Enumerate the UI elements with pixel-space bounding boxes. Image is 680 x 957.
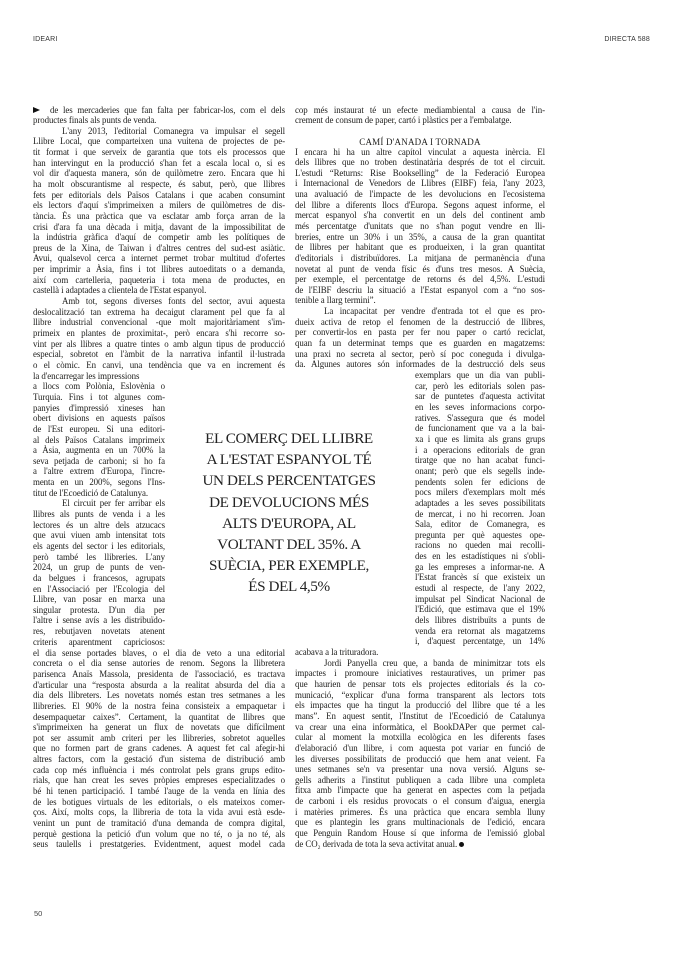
text-line-content: preus de la Xina, de Taiwan i d'altres centres del sud-est asiàtic. bbox=[33, 242, 285, 253]
text-line-content: en l'Associació per l'Ecologia del bbox=[33, 583, 165, 594]
text-line-content: L'any 2013, l'editorial Comanegra va impulsar el segell bbox=[62, 125, 285, 136]
text-line-content: de carboni i els residus provocats o el consum d'aigua, energia bbox=[295, 796, 545, 807]
text-line-content: ços. Així, molts cops, la llibreria de tota la vida avui està esde- bbox=[33, 807, 285, 818]
text-line bbox=[295, 807, 545, 818]
text-line bbox=[295, 817, 545, 828]
text-line bbox=[33, 637, 165, 648]
text-line bbox=[33, 552, 165, 563]
text-line bbox=[33, 541, 165, 552]
text-line bbox=[33, 435, 165, 446]
text-line bbox=[33, 786, 285, 797]
text-line-content: els agents del sector i les editorials, bbox=[33, 540, 165, 551]
text-line bbox=[33, 722, 285, 733]
pull-quote-line: DE DEVOLUCIONS MÉS bbox=[209, 493, 369, 511]
text-line-content: impulsat pel Sindicat Nacional de bbox=[415, 593, 545, 604]
text-line bbox=[415, 498, 545, 509]
end-of-article-bullet-icon bbox=[459, 842, 464, 847]
text-line-content: més percentatge d'unitats que no s'han pogut vendre en lli- bbox=[295, 220, 545, 231]
pull-quote bbox=[172, 428, 406, 598]
pull-quote-line: ALTS D'EUROPA, AL bbox=[222, 514, 356, 532]
text-line-content: menta en un 200%, segons l'Ins- bbox=[33, 477, 165, 488]
text-line-content: llibreries. El 90% de la nostra feina consisteix a empaquetar i bbox=[33, 700, 285, 711]
text-line-content: d'editorials i distribuïdores. La mitjana de permanència d'una bbox=[295, 252, 545, 263]
text-line bbox=[295, 796, 545, 807]
text-line bbox=[33, 275, 285, 286]
text-line bbox=[415, 423, 545, 434]
text-line-content: criteris aparentment capriciosos: bbox=[33, 636, 165, 647]
text-line-content: d'articular una “resposta absurda a la realitat absurda del dia a bbox=[33, 679, 285, 690]
text-line-content: acabava a la trituradora. bbox=[295, 647, 379, 658]
text-line-content: dueix activa de retop el fenomen de la destrucció de llibres, bbox=[295, 316, 545, 327]
text-line-content: ratives. S'assegura que és model bbox=[415, 412, 545, 423]
text-line bbox=[33, 264, 285, 275]
text-line bbox=[33, 424, 165, 435]
text-line bbox=[295, 306, 545, 317]
text-line bbox=[33, 360, 285, 371]
text-line-content: res, rebutjaven novetats atenent bbox=[33, 626, 165, 637]
text-line bbox=[33, 285, 285, 296]
text-line bbox=[33, 520, 165, 531]
text-line-content: o el còmic. En canvi, una tendència que va en increment és bbox=[33, 359, 285, 370]
text-line bbox=[415, 562, 545, 573]
text-line-content: onant; però que els segells inde- bbox=[415, 465, 545, 476]
text-line-content: llibres als punts de venda i a les bbox=[33, 509, 165, 520]
continuation-triangle-icon bbox=[33, 107, 40, 113]
text-line-content: de l'EIBF descriu la situació a l'Estat espanyol com a “no sos- bbox=[295, 284, 545, 295]
text-line-content: tenible a llarg termini”. bbox=[295, 295, 376, 306]
text-line-content: impactes i promoure iniciatives restauratives, un primer pas bbox=[295, 668, 545, 679]
text-line bbox=[295, 668, 545, 679]
pull-quote-line: SUÈCIA, PER EXEMPLE, bbox=[209, 557, 369, 575]
text-line bbox=[295, 359, 545, 370]
text-line bbox=[295, 253, 545, 264]
text-line-content: adaptades a les seves possibilitats bbox=[415, 497, 545, 508]
text-line-content: car, però les editorials solen pas- bbox=[415, 380, 545, 391]
text-line bbox=[295, 349, 545, 360]
text-line-content: parisenca Anaïs Massola, presidenta de l'associació, es tractava bbox=[33, 668, 285, 679]
text-line-content: a llocs com Polònia, Eslovènia o bbox=[33, 381, 165, 392]
text-line-content: cular al moment la motxilla ecològica en les diferents fases bbox=[295, 732, 545, 743]
text-line bbox=[33, 594, 165, 605]
text-line-content: les diverses possibilitats de producció que hem anat veient. Fa bbox=[295, 753, 545, 764]
text-line-content: vol dir d'aquesta manera, són de quilòmetre zero. Encara que hi bbox=[33, 168, 285, 179]
text-line bbox=[295, 679, 545, 690]
text-line-content: da. Algunes autores són informades de la destrucció dels seus bbox=[295, 359, 545, 370]
text-line bbox=[33, 232, 285, 243]
text-line bbox=[33, 243, 285, 254]
text-line-content: els lectors d'aquí s'imprimeixen a milers de quilòmetres de dis- bbox=[33, 200, 285, 211]
text-line-content: d'elaboració d'un llibre, i com aquesta pot variar en funció de bbox=[295, 742, 545, 753]
text-line-content: rials, que han creat les seves pròpies empreses especialitzades o bbox=[33, 775, 285, 786]
text-line-content: la d'encarregar les impressions bbox=[33, 370, 140, 381]
text-line-content: així com cartelleria, paqueteria i tota mena de productes, en bbox=[33, 274, 285, 285]
text-line-content: cada cop més influència i més controlat pels grans grups edito- bbox=[33, 764, 285, 775]
text-line bbox=[415, 370, 545, 381]
text-line-content: novetat al punt de venda físic és d'uns tres mesos. A Suècia, bbox=[295, 263, 545, 274]
text-line-content: primeix en plantes de proximitat-, però encara s'hi recorre so- bbox=[33, 327, 285, 338]
text-line bbox=[33, 807, 285, 818]
text-line bbox=[415, 445, 545, 456]
text-line bbox=[33, 126, 285, 137]
text-line bbox=[415, 615, 545, 626]
text-line-content: La incapacitat per vendre d'entrada tot el que es pro- bbox=[324, 306, 545, 317]
text-line bbox=[33, 701, 285, 712]
text-line-content: Jordi Panyella creu que, a banda de minimitzar tots els bbox=[324, 657, 545, 668]
text-line bbox=[33, 115, 285, 126]
text-line-content: vint per als llibres a quatre tintes o amb algun tipus de producció bbox=[33, 338, 285, 349]
text-line bbox=[33, 765, 285, 776]
text-line-content: de llibres per habitant que es produeixen, i la gran quantitat bbox=[295, 242, 545, 253]
text-line-content: de l'Est europeu. Si una editori- bbox=[33, 423, 165, 434]
text-line bbox=[295, 168, 545, 179]
text-line-content: pot ser assumit amb criteri per les llibreries, sobretot aquelles bbox=[33, 732, 285, 743]
text-line-content: gells adherits a l'institut publiquen a cada llibre una completa bbox=[295, 774, 545, 785]
text-line bbox=[33, 562, 165, 573]
article-column-left-top bbox=[33, 105, 285, 371]
text-line-content: El circuit per fer arribar els bbox=[62, 498, 165, 509]
text-line-content: panyies d'impressió xineses han bbox=[33, 402, 165, 413]
text-line bbox=[295, 754, 545, 765]
text-line bbox=[33, 797, 285, 808]
text-line-content: Sala, editor de Comanegra, es bbox=[415, 519, 545, 530]
section-label: IDEARI bbox=[33, 36, 58, 43]
text-line bbox=[33, 626, 165, 637]
text-line-content: per imprimir a Àsia, fins i tot llibres autoeditats o a demanda, bbox=[33, 264, 285, 275]
text-line-content: da belgues i francesos, agrupats bbox=[33, 572, 165, 583]
text-line-content: titut de l'Ecoedició de Catalunya. bbox=[33, 487, 148, 498]
text-line-content: en les seves informacions corpo- bbox=[415, 402, 545, 413]
text-line-content: de les botigues virtuals de les editorials, o els mateixos comer- bbox=[33, 796, 285, 807]
text-line-content: per convertir-los en pasta per fer nou paper o cartó reciclat, bbox=[295, 327, 545, 338]
text-line bbox=[415, 519, 545, 530]
text-line bbox=[33, 392, 165, 403]
text-line-content: I encara hi ha un altre capítol vinculat a aquesta inèrcia. El bbox=[295, 146, 545, 157]
text-line-content: que no formen part de grans cadenes. A aquest fet cal afegir-hi bbox=[33, 743, 285, 754]
text-line bbox=[415, 540, 545, 551]
text-line bbox=[295, 327, 545, 338]
text-line bbox=[295, 317, 545, 328]
text-line-content: mans”. En aquest sentit, l'Institut de l'Ecoedició de Catalunya bbox=[295, 710, 545, 721]
text-line bbox=[33, 509, 165, 520]
text-line bbox=[295, 839, 545, 850]
pull-quote-line: VOLTANT DEL 35%. A bbox=[217, 536, 361, 554]
text-line bbox=[33, 680, 285, 691]
text-line-content: L'estudi “Returns: Rise Bookselling” de la Federació Europea bbox=[295, 167, 545, 178]
text-line bbox=[33, 403, 165, 414]
text-line bbox=[415, 413, 545, 424]
text-line-content: i, d'aquest percentatge, un 14% bbox=[415, 636, 545, 647]
text-line bbox=[415, 466, 545, 477]
text-line bbox=[33, 818, 285, 829]
text-line bbox=[415, 391, 545, 402]
text-line-content: dels llibres distribuïts a punts de bbox=[415, 614, 545, 625]
text-line bbox=[295, 828, 545, 839]
text-line bbox=[33, 466, 165, 477]
text-line-content: dia dels llibreters. Les novetats només estan tres setmanes a les bbox=[33, 690, 285, 701]
text-line-content: singular protesta. D'un dia per bbox=[33, 604, 165, 615]
text-line bbox=[33, 615, 165, 626]
text-line-content: l'Edició, que estimava que el 19% bbox=[415, 604, 545, 615]
text-line bbox=[33, 317, 285, 328]
text-line-content: el dia sense portades blaves, o el dia de veto a una editorial bbox=[33, 647, 285, 658]
text-line-content: va crear una eina informàtica, el BookDAPer que permet cal- bbox=[295, 721, 545, 732]
text-line-content: que haurien de pensar tots els projectes editorials és la co- bbox=[295, 679, 545, 690]
text-line-content: tit format i que serveix de garantia que tots els processos que bbox=[33, 147, 285, 158]
article-column-right-body bbox=[295, 147, 545, 370]
text-line-content: crement de consum de paper, cartó i plàstics per a l'embalatge. bbox=[295, 115, 512, 126]
article-column-right-top bbox=[295, 105, 545, 126]
text-line-content: de funcionament que va a la bai- bbox=[415, 423, 545, 434]
text-line bbox=[33, 253, 285, 264]
text-line bbox=[33, 211, 285, 222]
text-line-content: Amb tot, segons diverses fonts del sector, avui aquesta bbox=[62, 296, 285, 307]
text-line bbox=[415, 636, 545, 647]
text-line-content: fitxa amb l'impacte que ha generat en aspectes com la petjada bbox=[295, 785, 545, 796]
pull-quote-line: ÉS DEL 4,5% bbox=[248, 578, 330, 596]
text-line bbox=[33, 733, 285, 744]
text-line bbox=[33, 328, 285, 339]
text-line bbox=[295, 722, 545, 733]
text-line-content: per exemple, el percentatge de retorns és del 4,5%. L'estudi bbox=[295, 274, 545, 285]
text-line bbox=[295, 274, 545, 285]
text-line-content: crisi d'ara fa una dècada i mitja, davant de la impossibilitat de bbox=[33, 221, 285, 232]
text-line bbox=[295, 775, 545, 786]
text-line bbox=[33, 829, 285, 840]
text-line-content: Avui, qualsevol cerca a internet permet trobar multitud d'ofertes bbox=[33, 253, 285, 264]
issue-label: DIRECTA 588 bbox=[604, 36, 650, 43]
text-line-content: unes setmanes se'n va presentar una nova versió. Alguns se- bbox=[295, 764, 545, 775]
text-line-content: obert divisions en aquests països bbox=[33, 413, 165, 424]
text-line bbox=[33, 775, 285, 786]
text-line bbox=[295, 115, 545, 126]
text-line bbox=[415, 583, 545, 594]
text-line bbox=[33, 648, 285, 659]
text-line bbox=[295, 157, 545, 168]
text-line-content: perquè gestiona la petició d'un volum que no té, o ja no té, als bbox=[33, 828, 285, 839]
text-line bbox=[295, 700, 545, 711]
text-line bbox=[415, 509, 545, 520]
article-column-right-bottom bbox=[295, 647, 545, 849]
text-line bbox=[33, 445, 165, 456]
text-line-content: pocs milers d'exemplars molt més bbox=[415, 487, 545, 498]
text-line-content: una praxi no secreta al sector, però sí poc coneguda i divulga- bbox=[295, 348, 545, 359]
text-line-content: de mercat, i no hi recorren. Joan bbox=[415, 508, 545, 519]
text-line-content: que avui viuen amb intensitat tots bbox=[33, 530, 165, 541]
text-line-content: 2024, un grup de punts de ven- bbox=[33, 562, 165, 573]
text-line bbox=[33, 371, 165, 382]
text-line-content: bé hi tenen participació. I també l'auge de la venda en línia des bbox=[33, 786, 285, 797]
text-line-content: seus taulells i prestatgeries. Evidentment, aquest model cada bbox=[33, 839, 285, 850]
text-line-content: pregunta per què aquestes ope- bbox=[415, 529, 545, 540]
text-line-content: Turquia. Fins i tot algunes com- bbox=[33, 391, 165, 402]
text-line-content: tiratge que no han acabat funci- bbox=[415, 455, 545, 466]
text-line-content: especial, sobretot en l'àmbit de la narrativa infantil il·lustrada bbox=[33, 349, 285, 360]
text-line bbox=[415, 455, 545, 466]
text-line-content: productes finals als punts de venda. bbox=[33, 115, 157, 126]
text-line bbox=[33, 488, 165, 499]
text-line bbox=[33, 690, 285, 701]
text-line bbox=[33, 839, 285, 850]
text-line bbox=[415, 434, 545, 445]
text-line-content: pendents solen fer edicions de bbox=[415, 476, 545, 487]
text-line-content: mercat espanyol s'ha convertit en un dels del continent amb bbox=[295, 210, 545, 221]
text-line bbox=[33, 296, 285, 307]
text-line bbox=[295, 264, 545, 275]
text-line bbox=[33, 413, 165, 424]
article-column-left-narrow bbox=[33, 371, 165, 648]
text-line bbox=[33, 573, 165, 584]
text-line bbox=[295, 285, 545, 296]
text-line-content: altres factors, com la gestació d'un sistema de distribució amb bbox=[33, 754, 285, 765]
text-line-content: l'Estat francès sí que existeix un bbox=[415, 572, 545, 583]
page-number: 50 bbox=[34, 909, 43, 918]
text-line-content: desempaquetar caixes”. Certament, la quantitat de llibres que bbox=[33, 711, 285, 722]
text-line-content: al dels Països Catalans imprimeix bbox=[33, 434, 165, 445]
text-line-content: de CO₂ derivada de tota la seva activitat anual. bbox=[295, 838, 458, 849]
text-line-content: de les mercaderies que fan falta per fabricar-los, com el dels bbox=[50, 104, 285, 115]
text-line bbox=[295, 732, 545, 743]
text-line-content: xa i que es limita als grans grups bbox=[415, 434, 545, 445]
text-line bbox=[415, 551, 545, 562]
text-line bbox=[33, 136, 285, 147]
text-line-content: dels llibres que no troben destinatària després de tot el circuit. bbox=[295, 157, 545, 168]
text-line-content: seva petjada de carboni; si ho fa bbox=[33, 455, 165, 466]
text-line bbox=[33, 712, 285, 723]
text-line-content: estudi al respecte, de l'any 2022, bbox=[415, 583, 545, 593]
text-line-content: fets per editorials dels Països Catalans i que acaben consumint bbox=[33, 189, 285, 200]
text-line bbox=[33, 669, 285, 680]
text-line-content: ga les empreses a informar-ne. A bbox=[415, 561, 545, 572]
text-line-content: venda era retornat als magatzems bbox=[415, 625, 545, 636]
text-line-content: del llibre a diferents llocs d'Europa. Segons aquest informe, el bbox=[295, 199, 545, 210]
text-line bbox=[415, 487, 545, 498]
text-line bbox=[415, 572, 545, 583]
text-line-content: que Penguin Random House sí que informa de l'emissió global bbox=[295, 827, 545, 838]
text-line bbox=[415, 530, 545, 541]
text-line-content: breries, entre un 30% i un 35%, a causa de la gran quantitat bbox=[295, 231, 545, 242]
text-line-content: des en les estadístiques ni s'obli- bbox=[415, 551, 545, 562]
text-line-content: deslocalització tan extrema ha decaigut clarament pel que fa al bbox=[33, 306, 285, 317]
subheading: CAMÍ D'ANADA I TORNADA bbox=[359, 137, 481, 147]
text-line-content: venint un punt de tramitació d'una demanda de compra digital, bbox=[33, 817, 285, 828]
text-line bbox=[33, 381, 165, 392]
text-line-content: castellà i adaptades a clientela de l'Estat espanyol. bbox=[33, 285, 207, 296]
text-line bbox=[415, 626, 545, 637]
text-line bbox=[295, 189, 545, 200]
text-line bbox=[415, 381, 545, 392]
text-line bbox=[415, 402, 545, 413]
text-line bbox=[33, 605, 165, 616]
text-line-content: Llibre Local, que comparteixen una vuitena de projectes de pe- bbox=[33, 136, 285, 147]
text-line-content: i matèries primeres. És una pràctica que encara sembla lluny bbox=[295, 806, 545, 817]
text-line-content: els impactes que ha tingut la producció del llibre que té a les bbox=[295, 700, 545, 711]
pull-quote-line: A L'ESTAT ESPANYOL TÉ bbox=[206, 451, 372, 469]
text-line-content: concreta o el dia sense autories de renom. Segons la llibretera bbox=[33, 658, 285, 669]
text-line-content: una avaluació de l'impacte de les devolucions en l'ecosistema bbox=[295, 189, 545, 200]
text-line-content: i Internacional de Venedors de Llibres (EIBF) feia, l'any 2023, bbox=[295, 178, 545, 189]
text-line bbox=[33, 339, 285, 350]
text-line-content: exemplars que un dia van publi- bbox=[415, 370, 545, 381]
text-line bbox=[295, 711, 545, 722]
text-line bbox=[33, 530, 165, 541]
text-line bbox=[33, 349, 285, 360]
text-line bbox=[33, 147, 285, 158]
article-column-left-bottom bbox=[33, 648, 285, 850]
text-line bbox=[33, 658, 285, 669]
text-line bbox=[33, 190, 285, 201]
text-line-content: s'imprimeixen ha generat un flux de novetats que difícilment bbox=[33, 722, 285, 733]
pull-quote-line: EL COMERÇ DEL LLIBRE bbox=[205, 430, 373, 447]
text-line-content: la indústria gràfica d'aquí de competir amb les polítiques de bbox=[33, 232, 285, 243]
text-line bbox=[295, 743, 545, 754]
text-line bbox=[33, 105, 285, 116]
text-line-content: sar de puntetes d'aquesta activitat bbox=[415, 391, 545, 402]
text-line bbox=[33, 222, 285, 233]
text-line-content: municació, “explicar d'una forma transparent als lectors tots bbox=[295, 689, 545, 700]
text-line bbox=[295, 295, 545, 306]
text-line bbox=[295, 658, 545, 669]
text-line bbox=[295, 200, 545, 211]
text-line-content: lectores és un altre dels atzucacs bbox=[33, 519, 165, 530]
text-line bbox=[33, 456, 165, 467]
text-line-content: ha molt obscurantisme al respecte, és sabut, però, que llibres bbox=[33, 178, 285, 189]
text-line bbox=[33, 754, 285, 765]
text-line bbox=[33, 584, 165, 595]
text-line bbox=[33, 200, 285, 211]
text-line-content: a l'altre extrem d'Europa, l'incre- bbox=[33, 466, 165, 477]
text-line-content: han intervingut en la producció s'han fet a escala local o, si es bbox=[33, 157, 285, 168]
text-line bbox=[295, 210, 545, 221]
text-line-content: que es plantegin les grans multinacionals de l'edició, encara bbox=[295, 817, 545, 828]
text-line bbox=[415, 594, 545, 605]
text-line bbox=[295, 221, 545, 232]
text-line-content: quan fa un determinat temps que es guarden en magatzems: bbox=[295, 338, 545, 349]
text-line bbox=[33, 498, 165, 509]
text-line bbox=[295, 147, 545, 158]
text-line bbox=[33, 168, 285, 179]
text-line-content: cop més instaurat té un efecte mediambiental a causa de l'in- bbox=[295, 104, 545, 115]
text-line-content: racions no queden mai recolli- bbox=[415, 540, 545, 551]
text-line bbox=[415, 477, 545, 488]
text-line bbox=[415, 604, 545, 615]
text-line bbox=[295, 647, 545, 658]
text-line bbox=[295, 242, 545, 253]
text-line bbox=[33, 158, 285, 169]
text-line bbox=[33, 743, 285, 754]
text-line bbox=[295, 785, 545, 796]
text-line bbox=[295, 105, 545, 116]
text-line bbox=[295, 338, 545, 349]
text-line bbox=[33, 477, 165, 488]
text-line-content: llibre industrial convencional -que molt majoritàriament s'im- bbox=[33, 317, 285, 328]
text-line bbox=[295, 232, 545, 243]
text-line bbox=[33, 179, 285, 190]
text-line-content: tància. És una pràctica que va esclatar amb força arran de la bbox=[33, 210, 285, 221]
text-line-content: a Àsia, augmenta en un 700% la bbox=[33, 445, 165, 456]
text-line bbox=[295, 178, 545, 189]
text-line bbox=[295, 764, 545, 775]
text-line-content: l'altre i sense avís a les distribuïdo- bbox=[33, 615, 165, 626]
text-line-content: però també les llibreries. L'any bbox=[33, 551, 165, 562]
text-line-content: Llibre, van posar en marxa una bbox=[33, 594, 165, 605]
text-line-content: i a operacions editorials de gran bbox=[415, 444, 545, 455]
pull-quote-line: UN DELS PERCENTATGES bbox=[202, 472, 376, 490]
text-line bbox=[295, 690, 545, 701]
text-line bbox=[33, 307, 285, 318]
article-column-right-narrow bbox=[415, 370, 545, 647]
